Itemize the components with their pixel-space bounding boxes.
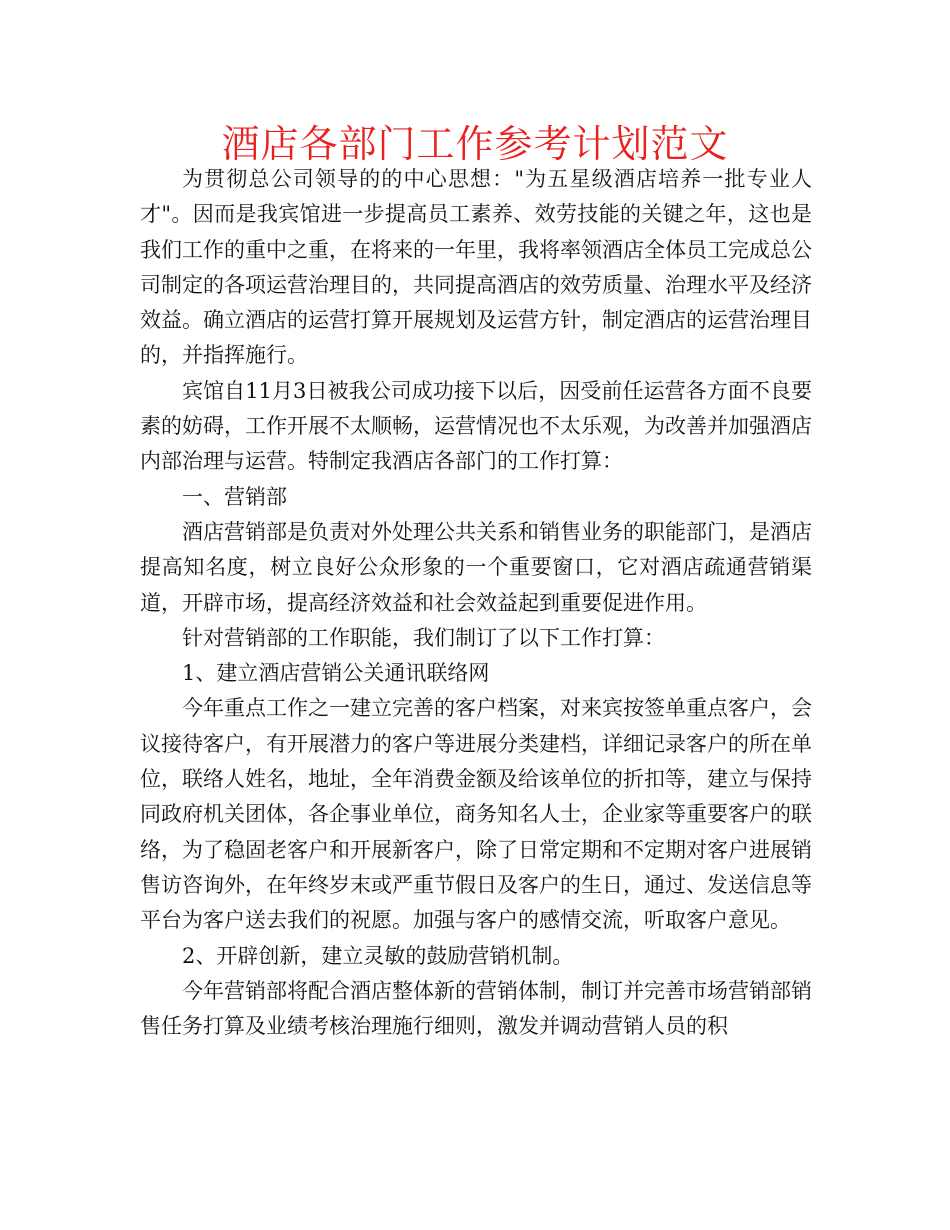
subheading-item-2: 2、开辟创新，建立灵敏的鼓励营销机制。: [182, 943, 574, 968]
paragraph: 酒店营销部是负责对外处理公共关系和销售业务的职能部门，是酒店提高知名度，树立良好公众形象的一个重要窗口，它对酒店疏通营销渠道，开辟市场，提高经济效益和社会效益起到重要促进作用。: [140, 519, 812, 615]
document-title: 酒店各部门工作参考计划范文: [221, 122, 729, 166]
document-body: [140, 162, 812, 1044]
paragraph: 宾馆自11月3日被我公司成功接下以后，因受前任运营各方面不良要素的妨碍，工作开展不太顺畅，运营情况也不太乐观，为改善并加强酒店内部治理与运营。特制定我酒店各部门的工作打算：: [140, 378, 812, 474]
paragraph: 针对营销部的工作职能，我们制订了以下工作打算：: [182, 625, 665, 650]
section-heading-marketing: 一、营销部: [182, 484, 287, 509]
subheading-item-1: 1、建立酒店营销公关通讯联络网: [182, 661, 490, 686]
paragraph: 今年营销部将配合酒店整体新的营销体制，制订并完善市场营销部销售任务打算及业绩考核治理施行细则，激发并调动营销人员的积: [140, 978, 812, 1039]
paragraph: 今年重点工作之一建立完善的客户档案，对来宾按签单重点客户，会议接待客户，有开展潜力的客户等进展分类建档，详细记录客户的所在单位，联络人姓名，地址，全年消费金额及给该单位的折扣等，建立与保持同政府机关团体，各企事业单位，商务知名人士，企业家等重要客户的联络，为了稳固老客户和开展新客户，除了日常定期和不定期对客户进展销售访咨询外，在年终岁末或严重节假日及客户的生日，通过、发送信息等平台为客户送去我们的祝愿。加强与客户的感情交流，听取客户意见。: [140, 696, 812, 933]
paragraph: 为贯彻总公司领导的的中心思想："为五星级酒店培养一批专业人才"。因而是我宾馆进一步提高员工素养、效劳技能的关键之年，这也是我们工作的重中之重，在将来的一年里，我将率领酒店全体员工完成总公司制定的各项运营治理目的，共同提高酒店的效劳质量、治理水平及经济效益。确立酒店的运营打算开展规划及运营方针，制定酒店的运营治理目的，并指挥施行。: [140, 167, 812, 368]
